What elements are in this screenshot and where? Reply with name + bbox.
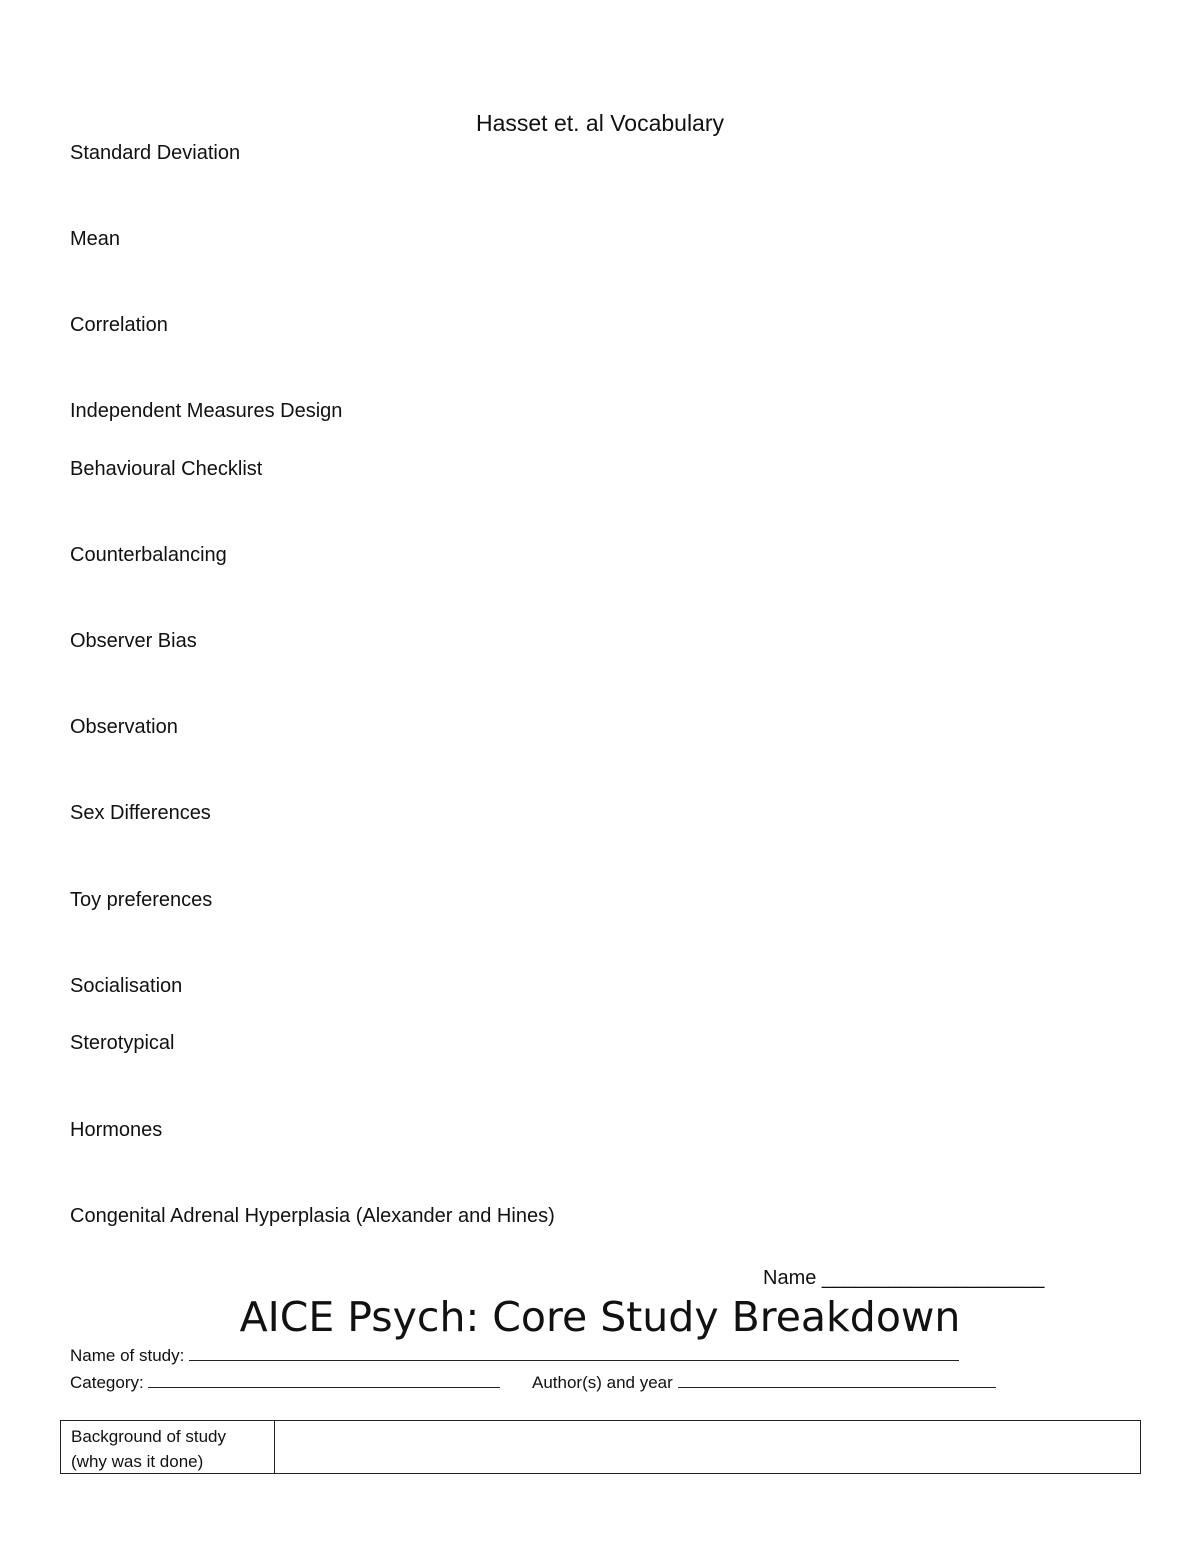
page-title: Hasset et. al Vocabulary [475, 110, 725, 136]
vocab-term: Behavioural Checklist [70, 458, 263, 480]
category-field[interactable] [70, 1372, 500, 1394]
study-table [60, 1420, 1141, 1474]
background-label-line1: Background of study [71, 1427, 226, 1446]
vocab-term: Correlation [70, 314, 168, 336]
vocab-term: Hormones [70, 1119, 163, 1141]
vocab-term: Congenital Adrenal Hyperplasia (Alexander and Hines) [70, 1205, 555, 1227]
author-year-blank[interactable] [678, 1373, 996, 1388]
name-of-study-field[interactable] [70, 1345, 959, 1367]
category-label: Category: [70, 1373, 149, 1392]
vocab-term: Mean [70, 228, 121, 250]
background-label-cell [61, 1421, 275, 1473]
name-of-study-blank[interactable] [189, 1346, 959, 1361]
vocab-term: Standard Deviation [70, 142, 241, 164]
background-answer-cell[interactable] [275, 1421, 1140, 1473]
vocab-term: Counterbalancing [70, 544, 227, 566]
category-blank[interactable] [148, 1373, 500, 1388]
student-name-field[interactable]: Name ____________________ [763, 1267, 1045, 1289]
vocab-term: Observer Bias [70, 630, 197, 652]
author-year-label: Author(s) and year [532, 1373, 678, 1392]
vocab-term: Independent Measures Design [70, 400, 343, 422]
breakdown-heading: AICE Psych: Core Study Breakdown [239, 1293, 961, 1341]
vocab-term: Socialisation [70, 975, 183, 997]
vocab-term: Sterotypical [70, 1032, 175, 1054]
vocab-term: Sex Differences [70, 802, 211, 824]
name-of-study-label: Name of study: [70, 1346, 190, 1365]
author-year-field[interactable] [532, 1372, 996, 1394]
vocab-term: Toy preferences [70, 889, 213, 911]
vocab-term: Observation [70, 716, 178, 738]
background-label-line2: (why was it done) [71, 1452, 204, 1471]
